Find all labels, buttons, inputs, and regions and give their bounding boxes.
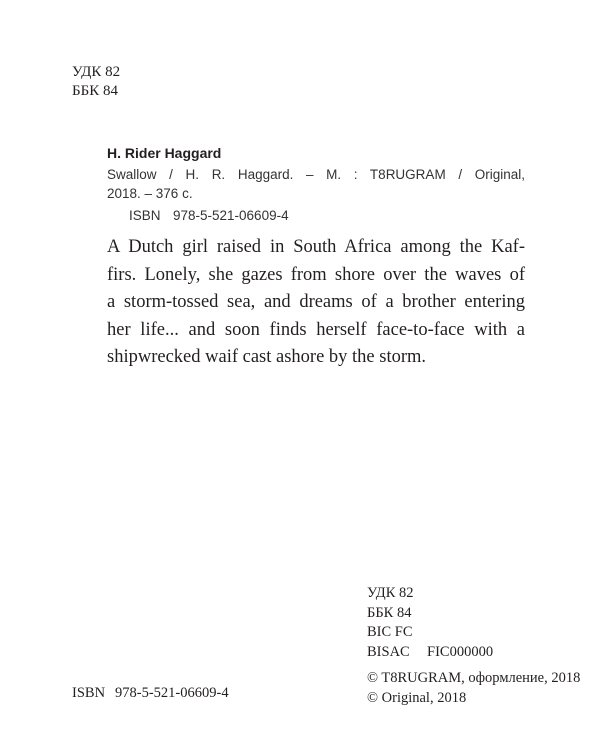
citation-line: 2018. – 376 c.	[107, 186, 193, 201]
isbn-bottom	[72, 685, 229, 702]
annotation-line: shipwrecked waif cast ashore by the storm.	[107, 347, 427, 367]
udk-code: УДК 82	[72, 64, 121, 80]
copyright-line: © T8RUGRAM, оформление, 2018	[367, 670, 581, 686]
annotation-line: her life... and soon finds herself face-to-face with a	[107, 319, 525, 340]
bisac-label: BISAC	[367, 643, 410, 660]
copyright-line: © Original, 2018	[367, 689, 467, 706]
classification-codes-top	[72, 63, 120, 101]
bic-code: BIC FC	[367, 624, 413, 640]
isbn-number: 978-5-521-06609-4	[173, 208, 289, 223]
copyright-notice	[367, 669, 580, 708]
bbk-code: ББК 84	[72, 83, 118, 99]
bibliographic-citation	[107, 165, 525, 203]
udk-code: УДК 82	[367, 585, 414, 601]
bbk-code: ББК 84	[367, 604, 412, 621]
isbn-number: 978-5-521-06609-4	[115, 685, 229, 701]
annotation-line: a storm-tossed sea, and dreams of a brother entering	[107, 292, 525, 312]
author-name: H. Rider Haggard	[107, 145, 222, 161]
isbn-top	[129, 208, 289, 223]
bisac-value: FIC000000	[427, 643, 494, 660]
annotation-paragraph	[107, 234, 525, 372]
bisac-code	[367, 643, 493, 663]
annotation-line: A Dutch girl raised in South Africa among the Kaf-	[107, 237, 525, 257]
classification-codes-bottom	[367, 584, 493, 662]
isbn-label: ISBN	[72, 685, 106, 701]
isbn-label: ISBN	[129, 208, 161, 223]
annotation-line: firs. Lonely, she gazes from shore over the waves of	[107, 264, 525, 285]
citation-line: Swallow / H. R. Haggard. – M. : T8RUGRAM / Original,	[107, 167, 525, 182]
